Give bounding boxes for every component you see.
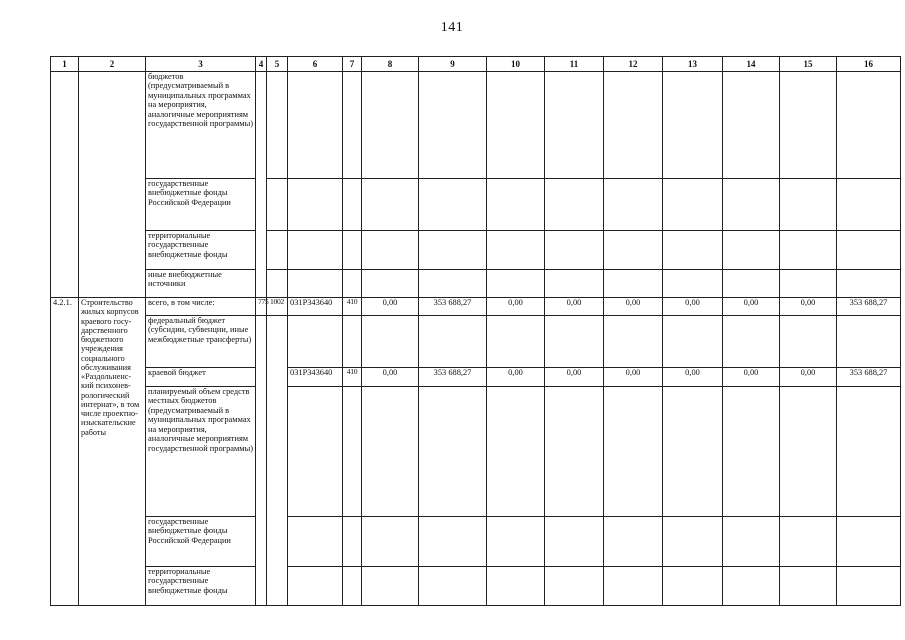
c13-cell: [663, 517, 723, 567]
c5-cell: [267, 270, 288, 298]
c9-cell: [419, 387, 487, 517]
c5-cell: [267, 316, 288, 606]
c16-cell: [837, 231, 901, 270]
c11-cell: [545, 567, 604, 606]
c13-cell: [663, 231, 723, 270]
column-header: 8: [362, 57, 419, 72]
c9-cell: [419, 270, 487, 298]
table-row: [51, 316, 901, 368]
c15-cell: [780, 270, 837, 298]
c6-value: 031P343640: [288, 298, 343, 316]
c13-value: 0,00: [663, 298, 723, 316]
c15-cell: [780, 387, 837, 517]
c13-cell: [663, 316, 723, 368]
column-header: 5: [267, 57, 288, 72]
c6-cell: [288, 316, 343, 368]
c8-cell: [362, 567, 419, 606]
c12-cell: [604, 517, 663, 567]
c9-cell: [419, 179, 487, 231]
funding-source-label: всего, в том числе:: [146, 298, 256, 316]
c14-cell: [723, 270, 780, 298]
c16-cell: [837, 387, 901, 517]
c7-cell: [343, 316, 362, 368]
funding-source-label: территориальные государственные внебюджетные фонды: [146, 567, 256, 606]
c14-cell: [723, 517, 780, 567]
table-row: [51, 298, 901, 316]
c15-cell: [780, 567, 837, 606]
column-header: 10: [487, 57, 545, 72]
c9-cell: [419, 316, 487, 368]
c14-cell: [723, 567, 780, 606]
column-header: 14: [723, 57, 780, 72]
c6-cell: [288, 231, 343, 270]
c7-cell: [343, 517, 362, 567]
c14-value: 0,00: [723, 298, 780, 316]
c12-value: 0,00: [604, 368, 663, 387]
c8-cell: [362, 316, 419, 368]
c8-cell: [362, 231, 419, 270]
c12-cell: [604, 316, 663, 368]
c10-cell: [487, 387, 545, 517]
c9-cell: [419, 567, 487, 606]
column-header: 16: [837, 57, 901, 72]
c8-cell: [362, 387, 419, 517]
item-name: Строительство жилых корпусов краевого госу-дарственного бюджетного учреждения социального обслуживания «Раздольненс-кий психонев-рологический интернат», в том числе проектно-изыскательские работы: [79, 298, 146, 606]
c15-cell: [780, 72, 837, 179]
c15-cell: [780, 517, 837, 567]
c9-cell: [419, 231, 487, 270]
c10-cell: [487, 316, 545, 368]
column-header: 6: [288, 57, 343, 72]
c7-cell: [343, 179, 362, 231]
c10-cell: [487, 231, 545, 270]
c13-cell: [663, 567, 723, 606]
c7-value: 410: [343, 368, 362, 387]
c13-cell: [663, 179, 723, 231]
funding-source-label: территориальные государственные внебюджетные фонды: [146, 231, 256, 270]
c7-cell: [343, 387, 362, 517]
c11-cell: [545, 517, 604, 567]
c11-cell: [545, 72, 604, 179]
c15-cell: [780, 316, 837, 368]
c13-cell: [663, 72, 723, 179]
c4-cell: [256, 72, 267, 298]
c10-value: 0,00: [487, 368, 545, 387]
c6-cell: [288, 567, 343, 606]
item-name-cell: [79, 72, 146, 298]
c6-cell: [288, 387, 343, 517]
c9-value: 353 688,27: [419, 298, 487, 316]
c12-value: 0,00: [604, 298, 663, 316]
table-row: [51, 179, 901, 231]
c10-cell: [487, 567, 545, 606]
table-row: [51, 72, 901, 179]
c11-value: 0,00: [545, 368, 604, 387]
c13-cell: [663, 270, 723, 298]
c10-cell: [487, 517, 545, 567]
column-header: 11: [545, 57, 604, 72]
c7-value: 410: [343, 298, 362, 316]
c6-cell: [288, 72, 343, 179]
c8-value: 0,00: [362, 368, 419, 387]
c10-cell: [487, 270, 545, 298]
c14-cell: [723, 72, 780, 179]
table-row: [51, 231, 901, 270]
c12-cell: [604, 231, 663, 270]
c5-cell: [267, 231, 288, 270]
c11-cell: [545, 231, 604, 270]
c9-cell: [419, 72, 487, 179]
table-row: [51, 270, 901, 298]
c7-cell: [343, 72, 362, 179]
c14-value: 0,00: [723, 368, 780, 387]
c14-cell: [723, 316, 780, 368]
c12-cell: [604, 387, 663, 517]
table-row: [51, 368, 901, 387]
c10-cell: [487, 179, 545, 231]
item-number: 4.2.1.: [51, 298, 79, 606]
c16-value: 353 688,27: [837, 368, 901, 387]
funding-source-label: государственные внебюджетные фонды Российской Федерации: [146, 517, 256, 567]
c8-cell: [362, 517, 419, 567]
column-header: 4: [256, 57, 267, 72]
c11-value: 0,00: [545, 298, 604, 316]
c15-cell: [780, 231, 837, 270]
c6-value: 031P343640: [288, 368, 343, 387]
c16-value: 353 688,27: [837, 298, 901, 316]
c12-cell: [604, 179, 663, 231]
table-row: [51, 567, 901, 606]
c12-cell: [604, 567, 663, 606]
table-row: [51, 387, 901, 517]
c16-cell: [837, 72, 901, 179]
c8-value: 0,00: [362, 298, 419, 316]
c16-cell: [837, 517, 901, 567]
column-header: 2: [79, 57, 146, 72]
page-number: 141: [440, 20, 464, 35]
c16-cell: [837, 567, 901, 606]
c5-cell: [267, 72, 288, 179]
table-row: [51, 517, 901, 567]
column-header: 7: [343, 57, 362, 72]
c5-value: 1002: [267, 298, 288, 316]
c11-cell: [545, 179, 604, 231]
column-header: 9: [419, 57, 487, 72]
c14-cell: [723, 231, 780, 270]
budget-table: [50, 56, 901, 606]
column-header: 15: [780, 57, 837, 72]
c14-cell: [723, 387, 780, 517]
column-header: 3: [146, 57, 256, 72]
c13-cell: [663, 387, 723, 517]
c11-cell: [545, 316, 604, 368]
c12-cell: [604, 270, 663, 298]
c7-cell: [343, 270, 362, 298]
c9-value: 353 688,27: [419, 368, 487, 387]
c11-cell: [545, 270, 604, 298]
column-number-row: [51, 57, 901, 72]
c10-value: 0,00: [487, 298, 545, 316]
c7-cell: [343, 231, 362, 270]
c6-cell: [288, 270, 343, 298]
c15-value: 0,00: [780, 368, 837, 387]
funding-source-label: бюджетов (предусматриваемый в муниципальных программах на мероприятия, аналогичные мероприятиям государственной программы): [146, 72, 256, 179]
funding-source-label: краевой бюджет: [146, 368, 256, 387]
funding-source-label: иные внебюджетные источники: [146, 270, 256, 298]
c16-cell: [837, 270, 901, 298]
c6-cell: [288, 179, 343, 231]
c16-cell: [837, 179, 901, 231]
funding-source-label: государственные внебюджетные фонды Российской Федерации: [146, 179, 256, 231]
item-number-cell: [51, 72, 79, 298]
column-header: 1: [51, 57, 79, 72]
c15-cell: [780, 179, 837, 231]
c5-cell: [267, 179, 288, 231]
c11-cell: [545, 387, 604, 517]
column-header: 13: [663, 57, 723, 72]
c8-cell: [362, 179, 419, 231]
c8-cell: [362, 270, 419, 298]
c12-cell: [604, 72, 663, 179]
c13-value: 0,00: [663, 368, 723, 387]
c4-cell: [256, 316, 267, 606]
c8-cell: [362, 72, 419, 179]
c9-cell: [419, 517, 487, 567]
funding-source-label: планируемый объем средств местных бюджетов (предусматриваемый в муниципальных программах на мероприятия, аналогичные мероприятиям государственной программы): [146, 387, 256, 517]
c4-value: 775: [256, 298, 267, 316]
c10-cell: [487, 72, 545, 179]
c6-cell: [288, 517, 343, 567]
column-header: 12: [604, 57, 663, 72]
c14-cell: [723, 179, 780, 231]
c16-cell: [837, 316, 901, 368]
c7-cell: [343, 567, 362, 606]
c15-value: 0,00: [780, 298, 837, 316]
funding-source-label: федеральный бюджет (субсидии, субвенции, иные межбюджетные трансферты): [146, 316, 256, 368]
